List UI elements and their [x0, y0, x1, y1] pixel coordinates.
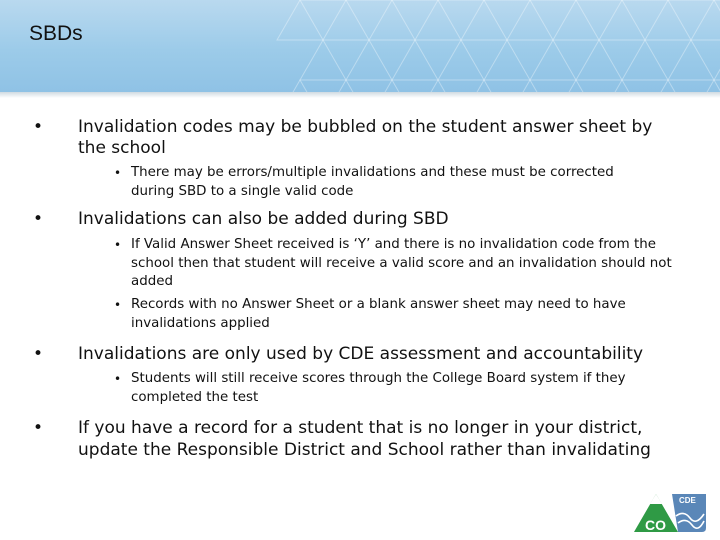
banner-triangle — [369, 0, 415, 40]
banner-triangle — [415, 80, 461, 92]
sub-bullet-2-2 — [114, 296, 671, 333]
sub-bullet-text: If Valid Answer Sheet received is ‘Y’ and there is no invalidation code from the school then that student will receive a valid score and an invalidation should not added — [131, 237, 672, 289]
sub-bullet-2-1 — [114, 236, 679, 292]
banner-triangle — [553, 0, 599, 40]
sub-bullet-text: Students will still receive scores through the College Board system if they completed the test — [131, 371, 626, 405]
bullet-text: Invalidation codes may be bubbled on the student answer sheet by the school — [78, 117, 653, 158]
banner-triangle — [461, 0, 507, 40]
banner-triangle — [507, 80, 553, 92]
banner-triangle — [507, 0, 553, 40]
banner-triangle — [691, 0, 720, 40]
banner-triangle — [323, 0, 369, 40]
banner-triangle — [599, 80, 645, 92]
bullet-text: Invalidations are only used by CDE assessment and accountability — [78, 344, 644, 364]
sub-bullet-text: Records with no Answer Sheet or a blank answer sheet may need to have invalidations applied — [131, 297, 626, 331]
bullet-1 — [33, 117, 668, 159]
bullet-marker: • — [33, 344, 44, 364]
sub-bullet-text: There may be errors/multiple invalidations and these must be corrected during SBD to a single valid code — [131, 165, 614, 199]
bullet-marker: • — [33, 209, 44, 229]
slide-title: SBDs — [29, 22, 83, 45]
banner-triangle — [415, 0, 461, 40]
logo-top-text: CDE — [679, 496, 696, 505]
sub-bullet-marker: • — [114, 166, 122, 180]
bullet-3 — [33, 344, 688, 365]
banner-triangle — [461, 80, 507, 92]
sub-bullet-1-1 — [114, 164, 651, 201]
bullet-marker: • — [33, 117, 44, 137]
banner-triangle — [576, 40, 622, 80]
banner-triangle — [484, 40, 530, 80]
sub-bullet-marker: • — [114, 238, 122, 252]
banner-triangle — [346, 40, 392, 80]
banner-triangle — [323, 80, 369, 92]
banner-triangle — [300, 40, 346, 80]
triangle-pattern-decoration — [0, 0, 720, 92]
banner-triangle — [645, 0, 691, 40]
banner-triangle — [599, 0, 645, 40]
bullet-2 — [33, 209, 678, 230]
bullet-4 — [33, 417, 658, 461]
bullet-text: If you have a record for a student that is no longer in your district, update the Responsible District and School rather than invalidating — [78, 418, 651, 460]
banner-triangle — [369, 80, 415, 92]
cde-logo — [632, 490, 708, 534]
sub-bullet-marker: • — [114, 298, 122, 312]
banner-triangle — [645, 80, 691, 92]
banner-triangle — [668, 40, 714, 80]
sub-bullet-marker: • — [114, 372, 122, 386]
banner-shadow — [0, 92, 720, 98]
logo-main-text: CO — [645, 517, 666, 533]
banner-triangle — [277, 80, 323, 92]
banner-triangle — [277, 0, 323, 40]
banner-triangle — [553, 80, 599, 92]
banner-triangle — [691, 80, 720, 92]
title-banner — [0, 0, 720, 92]
bullet-marker: • — [33, 418, 44, 438]
sub-bullet-3-1 — [114, 370, 651, 407]
banner-triangle — [530, 40, 576, 80]
bullet-text: Invalidations can also be added during SBD — [78, 209, 449, 229]
banner-triangle — [438, 40, 484, 80]
banner-triangle — [622, 40, 668, 80]
banner-triangle — [392, 40, 438, 80]
logo-snowcap — [650, 494, 662, 504]
banner-triangle — [714, 40, 720, 80]
